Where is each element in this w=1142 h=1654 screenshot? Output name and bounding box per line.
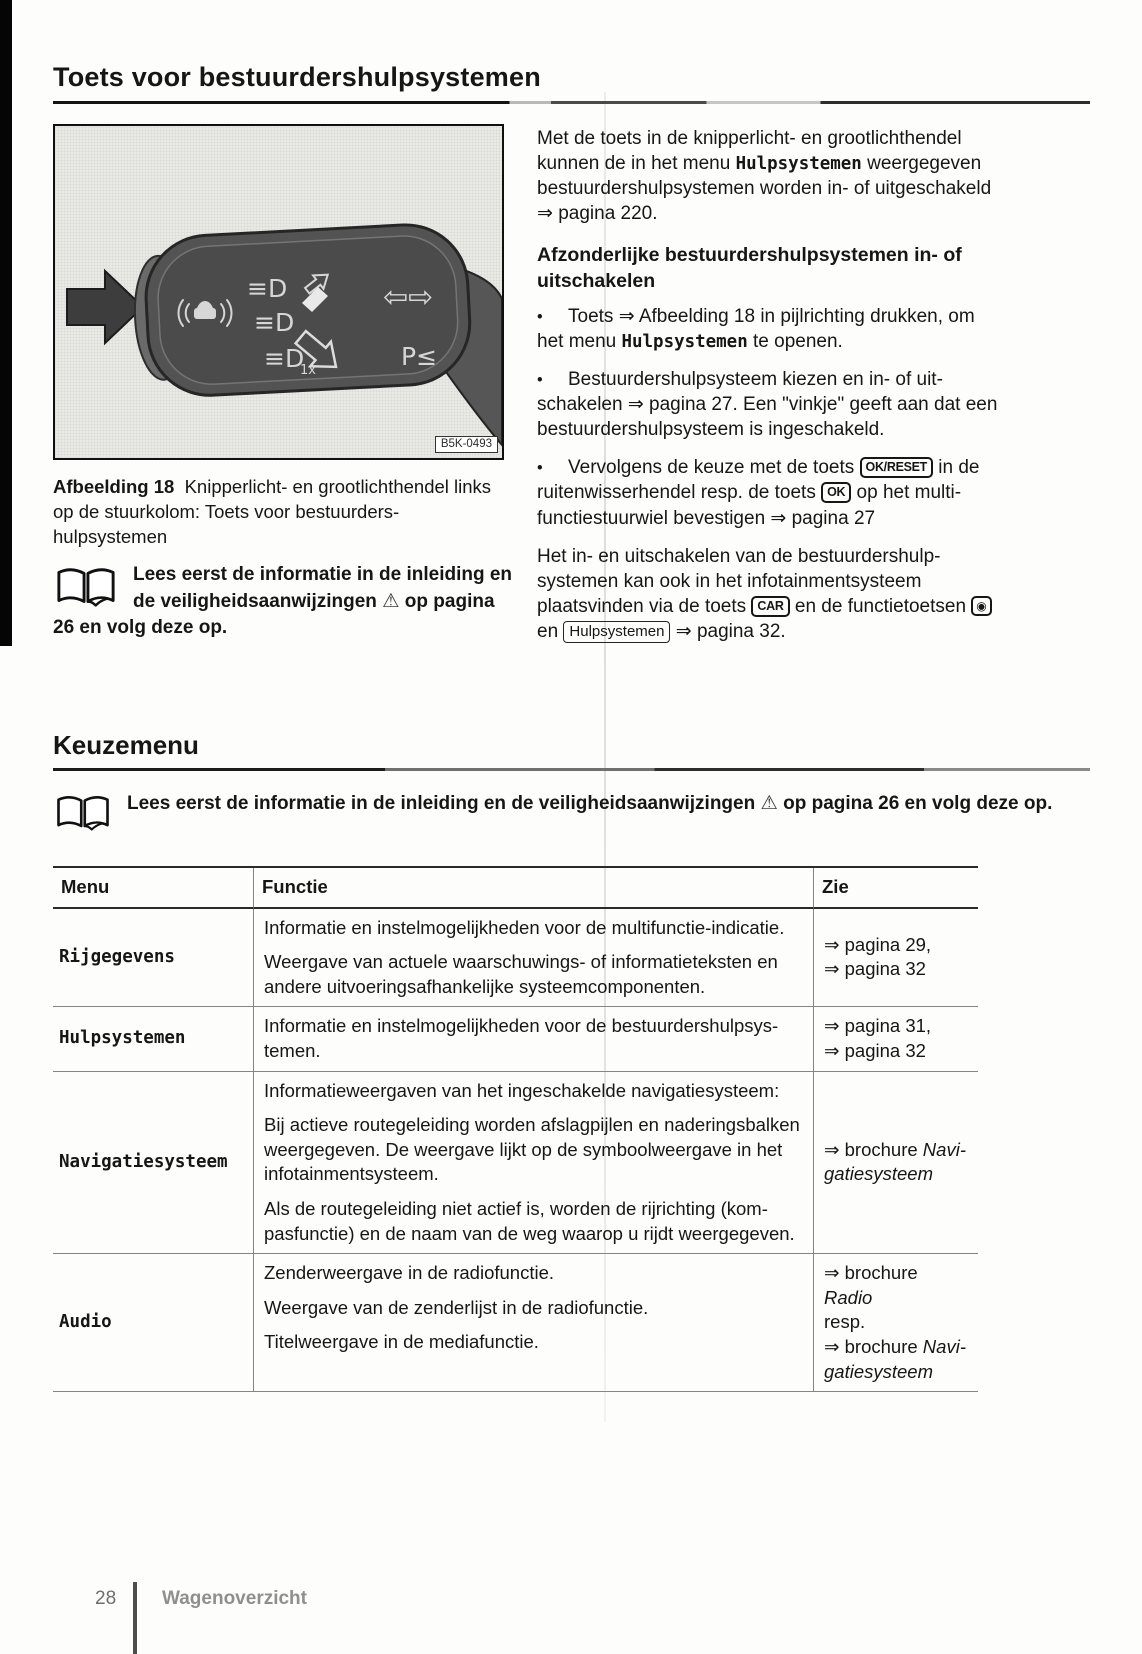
- column-header-functie: Functie: [253, 868, 813, 909]
- zie-cell: ⇒ brochure Navigatiesysteem: [813, 1072, 978, 1255]
- title-rule: [53, 101, 1090, 104]
- functie-cell: [253, 909, 813, 1008]
- functie-cell: [253, 1072, 813, 1255]
- section-title-keuzemenu: Keuzemenu: [53, 730, 199, 760]
- section-rule: [53, 768, 1090, 771]
- figure-caption: [53, 474, 505, 549]
- column-header-menu: Menu: [53, 868, 253, 909]
- functie-paragraph: Informatieweergaven van het ingeschakelde navigatiesysteem:: [264, 1079, 780, 1101]
- functie-paragraph: Weergave van de zenderlijst in de radiofunctie.: [264, 1296, 649, 1318]
- infotainment-paragraph: Het in- en uitschakelen van de bestuurdershulpsystemen kan ook in het infotainmentsysteem plaatsvinden via de toets CAR en de functietoetsen ◉ en Hulpsystemen ⇒ pagina 32.: [537, 544, 1001, 644]
- bullet-item: • Vervolgens de keuze met de toets OK/RESET in de ruitenwisserhendel resp. de toets OK op het multifunctiestuurwiel bevestigen ⇒ pagina 27: [537, 457, 980, 529]
- figure-caption-text: Knipperlicht- en grootlichthendel links op de stuurkolom: Toets voor bestuurdershulpsystemen: [53, 476, 492, 548]
- menu-cell: Hulpsystemen: [53, 1007, 253, 1071]
- subheading: Afzonderlijke bestuurdershulpsystemen in- of uitschakelen: [537, 244, 962, 292]
- functie-paragraph: Titelweergave in de mediafunctie.: [264, 1331, 539, 1353]
- functie-paragraph: Zenderweergave in de radiofunctie.: [264, 1262, 555, 1284]
- reading-note: [53, 562, 517, 642]
- zie-cell: ⇒ pagina 29, ⇒ pagina 32: [813, 909, 978, 1008]
- menu-cell: Audio: [53, 1254, 253, 1392]
- reading-note: [53, 790, 1053, 838]
- keuzemenu-table: [53, 866, 978, 1392]
- right-column: [537, 126, 1001, 657]
- reading-note-text: Lees eerst de informatie in de inleiding en de veiligheidsaanwijzingen ⚠ op pagina 26 en volg deze op.: [127, 791, 1053, 814]
- high-beam-icon: ≡D: [247, 274, 288, 303]
- zie-cell: ⇒ brochure Radio resp. ⇒ brochure Navigatiesysteem: [813, 1254, 978, 1392]
- parking-light-icon: P≤: [401, 342, 438, 371]
- functie-paragraph: Als de routegeleiding niet actief is, worden de rijrichting (kompasfunctie) en de naam van de weg waarop u rijdt weergegeven.: [264, 1197, 795, 1244]
- functie-cell: [253, 1007, 813, 1071]
- figure-18: [53, 124, 504, 460]
- functie-paragraph: Informatie en instelmogelijkheden voor de multifunctie-indicatie.: [264, 916, 785, 938]
- press-direction-arrow-icon: [67, 271, 143, 343]
- page-title: Toets voor bestuurdershulpsystemen: [53, 62, 541, 92]
- figure-code-label: B5K-0493: [435, 436, 498, 453]
- page-number: 28: [95, 1588, 117, 1609]
- bullet-item: • Toets ⇒ Afbeelding 18 in pijlrichting drukken, om het menu Hulpsystemen te openen.: [537, 306, 975, 353]
- open-book-icon: [55, 564, 117, 608]
- headlight-flash-count: 1x: [300, 363, 316, 378]
- functie-cell: [253, 1254, 813, 1392]
- footer-section-title: Wagenoverzicht: [162, 1588, 307, 1609]
- low-beam-icon: ≡D: [254, 308, 295, 337]
- zie-cell: ⇒ pagina 31, ⇒ pagina 32: [813, 1007, 978, 1071]
- figure-caption-number: Afbeelding 18: [53, 476, 175, 497]
- headlight-flash-icon: ≡D: [264, 344, 305, 373]
- intro-paragraph: Met de toets in de knipperlicht- en grootlichthendel kunnen de in het menu Hulpsystemen weergegeven bestuurdershulpsystemen worden in- of uitgeschakeld ⇒ pagina 220.: [537, 128, 992, 225]
- footer-divider: [133, 1582, 137, 1654]
- menu-cell: Navigatiesysteem: [53, 1072, 253, 1255]
- functie-paragraph: Bij actieve routegeleiding worden afslagpijlen en naderingsbalken weergegeven. De weergave lijkt op de symboolweergave in het infotainmentsysteem.: [264, 1114, 800, 1185]
- bullet-item: • Bestuurdershulpsysteem kiezen en in- of uitschakelen ⇒ pagina 27. Een "vinkje" geeft aan dat een bestuurdershulpsysteem is ingeschakeld.: [537, 369, 998, 441]
- functie-paragraph: Weergave van actuele waarschuwings- of informatieteksten en andere uitvoeringsafhankelijke systeemcomponenten.: [264, 951, 778, 997]
- functie-paragraph: Informatie en instelmogelijkheden voor de bestuurdershulpsystemen.: [264, 1015, 779, 1061]
- reading-note-text: Lees eerst de informatie in de inleiding en de veiligheidsaanwijzingen ⚠ op pagina 26 en volg deze op.: [53, 564, 513, 639]
- turn-signal-arrows-icon: ⇦⇨: [383, 280, 434, 315]
- open-book-icon: [55, 792, 111, 832]
- scan-edge-artifact: [0, 0, 12, 646]
- menu-cell: Rijgegevens: [53, 909, 253, 1008]
- column-header-zie: Zie: [813, 868, 978, 909]
- stalk-illustration: [55, 126, 502, 458]
